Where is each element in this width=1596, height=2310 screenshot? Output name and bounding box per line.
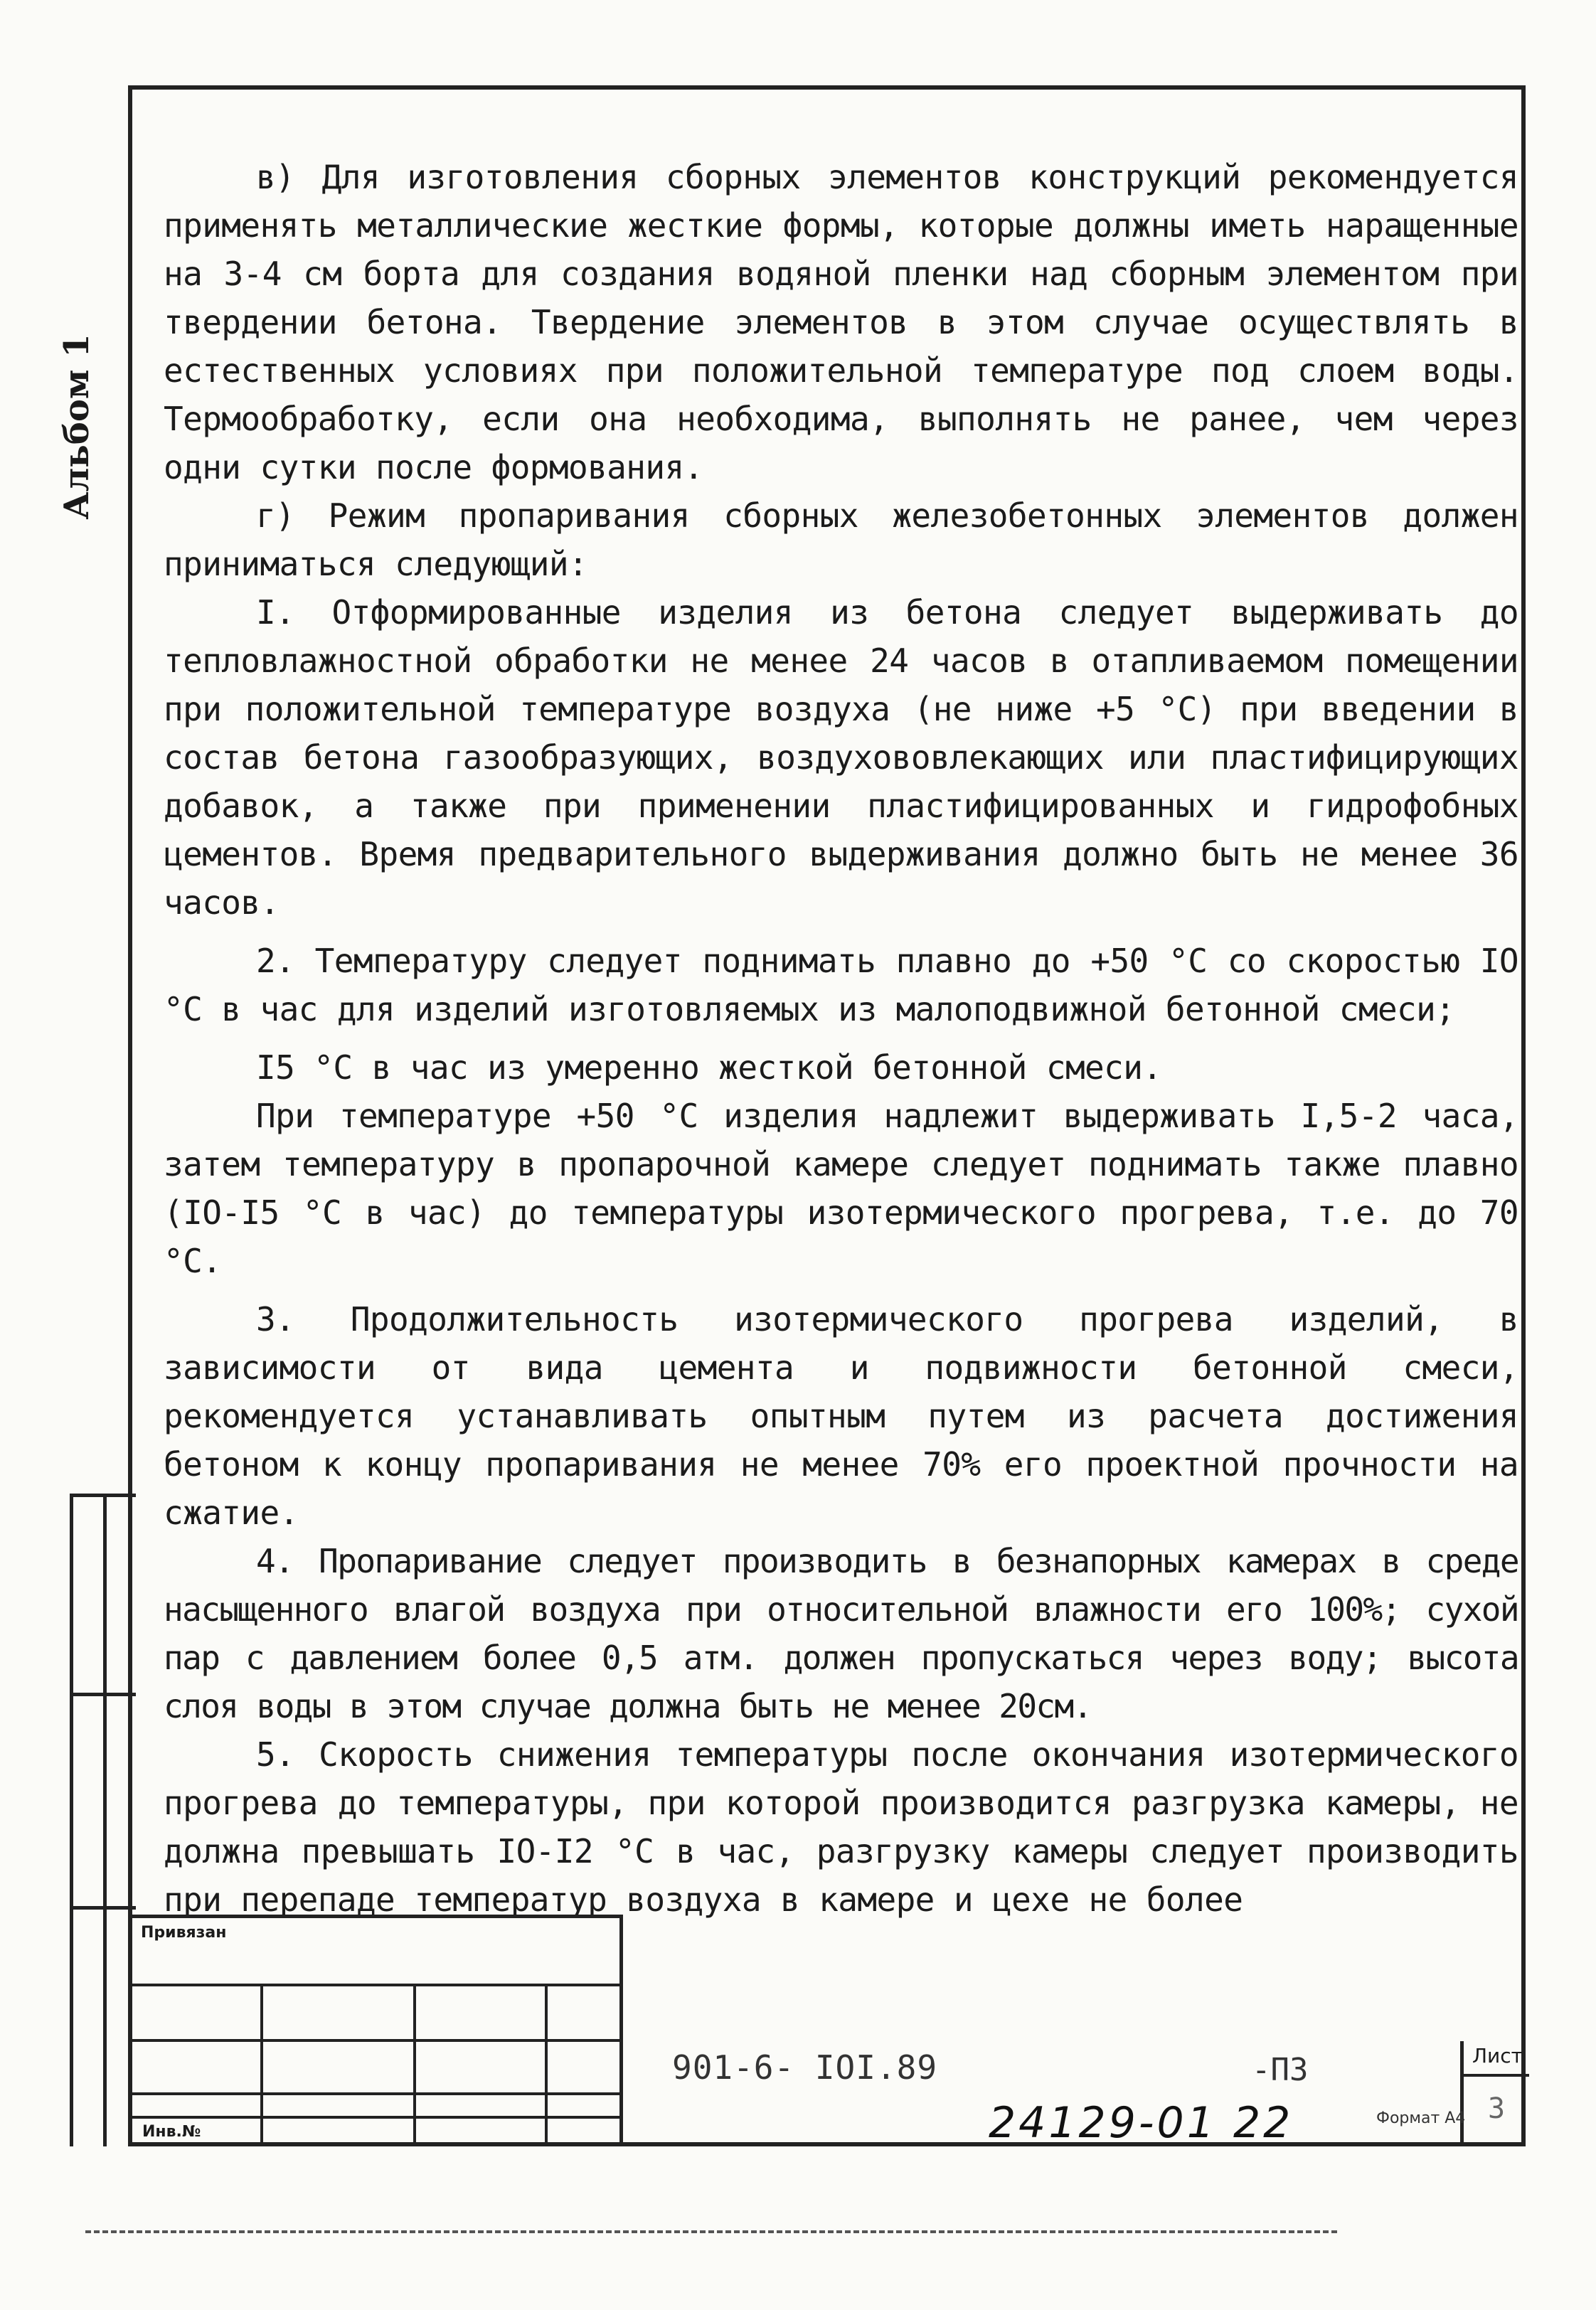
body-text xyxy=(164,153,1518,1924)
document-code: 901-6- IOI.89 xyxy=(672,2048,938,2087)
title-block-stamp xyxy=(132,1915,623,2146)
document-suffix: -ПЗ xyxy=(1252,2052,1309,2088)
cut-line xyxy=(85,2230,1337,2233)
paragraph-item-2-cont: I5 °С в час из умеренно жесткой бетонной смеси. xyxy=(256,1048,1162,1087)
side-label: Альбом 1 xyxy=(57,334,97,520)
sheet-label: Лист xyxy=(1472,2044,1523,2067)
stamp-inventory-label: Инв.№ xyxy=(142,2123,201,2141)
sheet-number: 3 xyxy=(1488,2092,1506,2125)
stamp-caption: Привязан xyxy=(141,1924,227,1942)
paragraph-g: г) Режим пропаривания сборных железобетонных элементов должен приниматься следующий: xyxy=(164,496,1518,583)
handwritten-number: 24129-01 22 xyxy=(989,2098,1294,2148)
paragraph-v: в) Для изготовления сборных элементов конструкций рекомендуется применять металлические жесткие формы, которые должны иметь наращенные на 3-4 см борта для создания водяной пленки над сборным элементом при твердении бетона. Твердение элементов в этом случае осуществлять в естественных условиях при положительной температуре под слоем воды. Термообработку, если она необходима, выполнять не ранее, чем через одни сутки после формования. xyxy=(164,158,1518,486)
paragraph-item-2-hold: При температуре +50 °С изделия надлежит выдерживать I,5-2 часа, затем температуру в пропарочной камере следует поднимать также плавно (IO-I5 °С в час) до температуры изотермического прогрева, т.е. до 70 °С. xyxy=(164,1097,1518,1280)
paragraph-item-4: 4. Пропаривание следует производить в безнапорных камерах в среде насыщенного влагой воздуха при относительной влажности его 100%; сухой пар с давлением более 0,5 атм. должен пропускаться через воду; высота слоя воды в этом случае должна быть не менее 20см. xyxy=(164,1542,1518,1725)
format-label: Формат А4 xyxy=(1376,2109,1466,2127)
paragraph-item-5: 5. Скорость снижения температуры после окончания изотермического прогрева до температуры, при которой производится разгрузка камеры, не должна превышать IO-I2 °С в час, разгрузку камеры следует производить при перепаде температур воздуха в камере и цехе не более xyxy=(164,1735,1518,1919)
paragraph-item-1: I. Отформированные изделия из бетона следует выдерживать до тепловлажностной обработки не менее 24 часов в отапливаемом помещении при положительной температуре воздуха (не ниже +5 °С) при введении в состав бетона газообразующих, воздухововлекающих или пластифицирующих добавок, а также при применении пластифицированных и гидрофобных цементов. Время предварительного выдерживания должно быть не менее 36 часов. xyxy=(164,593,1518,922)
left-margin-strip xyxy=(70,1494,136,2146)
paragraph-item-2: 2. Температуру следует поднимать плавно до +50 °С со скоростью IO °С в час для изделий изготовляемых из малоподвижной бетонной смеси; xyxy=(164,942,1518,1028)
sheet-number-box xyxy=(1460,2041,1526,2146)
paragraph-item-3: 3. Продолжительность изотермического прогрева изделий, в зависимости от вида цемента и подвижности бетонной смеси, рекомендуется устанавливать опытным путем из расчета достижения бетоном к концу пропаривания не менее 70% его проектной прочности на сжатие. xyxy=(164,1300,1518,1532)
